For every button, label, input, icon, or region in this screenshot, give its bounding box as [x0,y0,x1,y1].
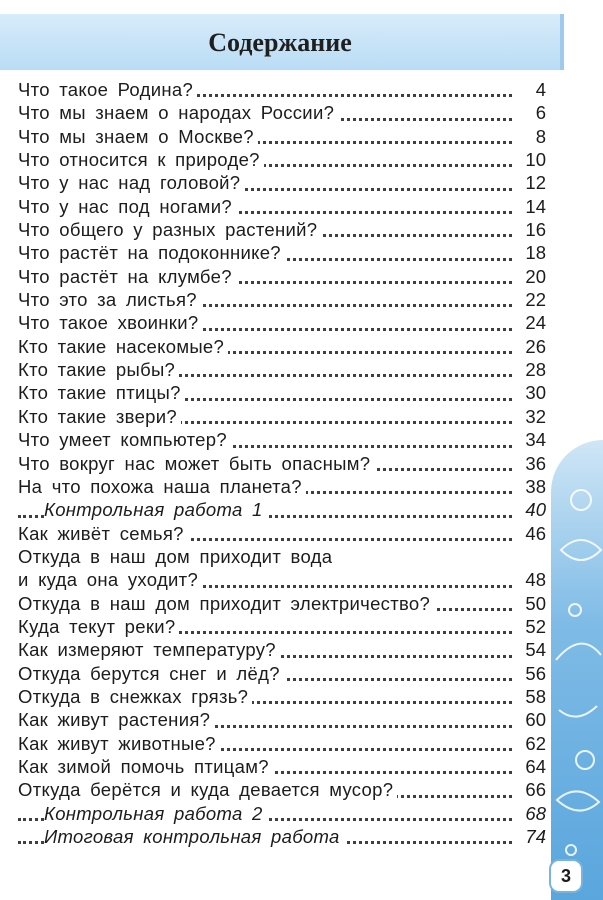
toc-entry-title: Что такое хвоинки? [18,312,202,333]
toc-entry [18,685,546,708]
toc-entry-title: Как живёт семья? [18,523,188,544]
toc-entry-title: Что у нас над головой? [18,172,244,193]
toc-entry-title: Что это за листья? [18,289,201,310]
toc-entry-page: 58 [521,685,546,708]
toc-entry-page: 54 [521,638,546,661]
toc-entry-page: 52 [521,615,546,638]
toc-entry-title: Кто такие птицы? [18,382,185,403]
toc-entry-page: 68 [521,802,546,825]
page-number: 3 [560,865,571,886]
toc-entry-page: 28 [521,358,546,381]
toc-entry-page: 62 [521,732,546,755]
toc-entry [18,568,546,591]
toc-entry-test [18,498,546,521]
toc-entry [18,335,546,358]
table-of-contents [18,78,546,848]
toc-entry [18,615,546,638]
toc-entry-page: 56 [521,662,546,685]
toc-entry [18,662,546,685]
toc-entry-page: 46 [521,522,546,545]
toc-entry [18,265,546,288]
toc-entry-title: Кто такие звери? [18,406,181,427]
toc-entry-page: 10 [521,148,546,171]
decorative-pattern [551,440,603,900]
toc-entry-page: 12 [521,171,546,194]
toc-entry [18,708,546,731]
toc-entry-page: 32 [521,405,546,428]
toc-entry-first-line [18,545,546,568]
toc-entry [18,78,546,101]
toc-entry [18,148,546,171]
toc-entry [18,755,546,778]
toc-entry-title: и куда она уходит? [18,569,202,590]
toc-entry-title: Что у нас под ногами? [18,196,236,217]
toc-entry-page: 22 [521,288,546,311]
toc-entry-page: 36 [521,452,546,475]
toc-entry-title: Контрольная работа 2 [44,803,267,824]
toc-entry-title: Что относится к природе? [18,149,264,170]
toc-entry-title: Как живут животные? [18,733,220,754]
toc-entry-test [18,802,546,825]
toc-entry [18,311,546,334]
toc-entry-page: 4 [532,78,546,101]
toc-entry-page: 26 [521,335,546,358]
toc-entry-title: Что мы знаем о народах России? [18,102,338,123]
toc-entry [18,125,546,148]
toc-entry [18,381,546,404]
toc-entry [18,592,546,615]
toc-entry-page: 64 [521,755,546,778]
toc-entry [18,218,546,241]
toc-entry-page: 48 [521,568,546,591]
toc-entry-page: 14 [521,195,546,218]
toc-entry [18,405,546,428]
toc-entry-page: 50 [521,592,546,615]
toc-entry [18,288,546,311]
toc-entry-title: Что растёт на клумбе? [18,266,236,287]
toc-entry-title: Что вокруг нас может быть опасным? [18,453,374,474]
toc-entry-page: 40 [521,498,546,521]
toc-entry-page: 16 [521,218,546,241]
toc-entry-test [18,825,546,848]
toc-entry [18,475,546,498]
toc-entry-title: Откуда в снежках грязь? [18,686,252,707]
toc-entry [18,778,546,801]
page-title: Содержание [208,28,352,57]
toc-entry-title: Контрольная работа 1 [44,499,267,520]
toc-entry-title: Итоговая контрольная работа [44,826,344,847]
toc-entry [18,732,546,755]
toc-entry-title: Как живут растения? [18,709,214,730]
toc-entry-title: Куда текут реки? [18,616,179,637]
toc-entry [18,241,546,264]
toc-entry-title: Что такое Родина? [18,79,197,100]
toc-entry [18,638,546,661]
toc-entry-page: 24 [521,311,546,334]
toc-entry [18,522,546,545]
toc-entry-page: 30 [521,381,546,404]
toc-entry-page: 18 [521,241,546,264]
toc-entry-title: Как измеряют температуру? [18,639,280,660]
toc-entry-title: Что умеет компьютер? [18,429,231,450]
toc-entry-title: На что похожа наша планета? [18,476,306,497]
toc-entry-page: 74 [521,825,546,848]
toc-entry-title: Откуда в наш дом приходит электричество? [18,593,434,614]
toc-entry-title: Откуда в наш дом приходит вода [18,546,336,567]
toc-entry-title: Что мы знаем о Москве? [18,126,258,147]
toc-entry-title: Откуда берётся и куда девается мусор? [18,779,397,800]
toc-entry [18,195,546,218]
toc-entry-title: Как зимой помочь птицам? [18,756,273,777]
toc-entry [18,171,546,194]
toc-entry-page: 38 [521,475,546,498]
toc-entry [18,101,546,124]
page-number-badge [549,859,583,893]
toc-entry-page: 34 [521,428,546,451]
toc-entry-title: Откуда берутся снег и лёд? [18,663,284,684]
toc-entry-title: Что общего у разных растений? [18,219,321,240]
toc-entry [18,452,546,475]
toc-entry-title: Что растёт на подоконнике? [18,242,285,263]
toc-entry-page: 66 [521,778,546,801]
toc-entry-page: 20 [521,265,546,288]
toc-entry-page: 60 [521,708,546,731]
toc-entry-title: Кто такие рыбы? [18,359,179,380]
toc-entry [18,428,546,451]
toc-entry-page: 6 [532,101,546,124]
toc-entry-page: 8 [532,125,546,148]
toc-entry-title: Кто такие насекомые? [18,336,228,357]
toc-entry [18,358,546,381]
